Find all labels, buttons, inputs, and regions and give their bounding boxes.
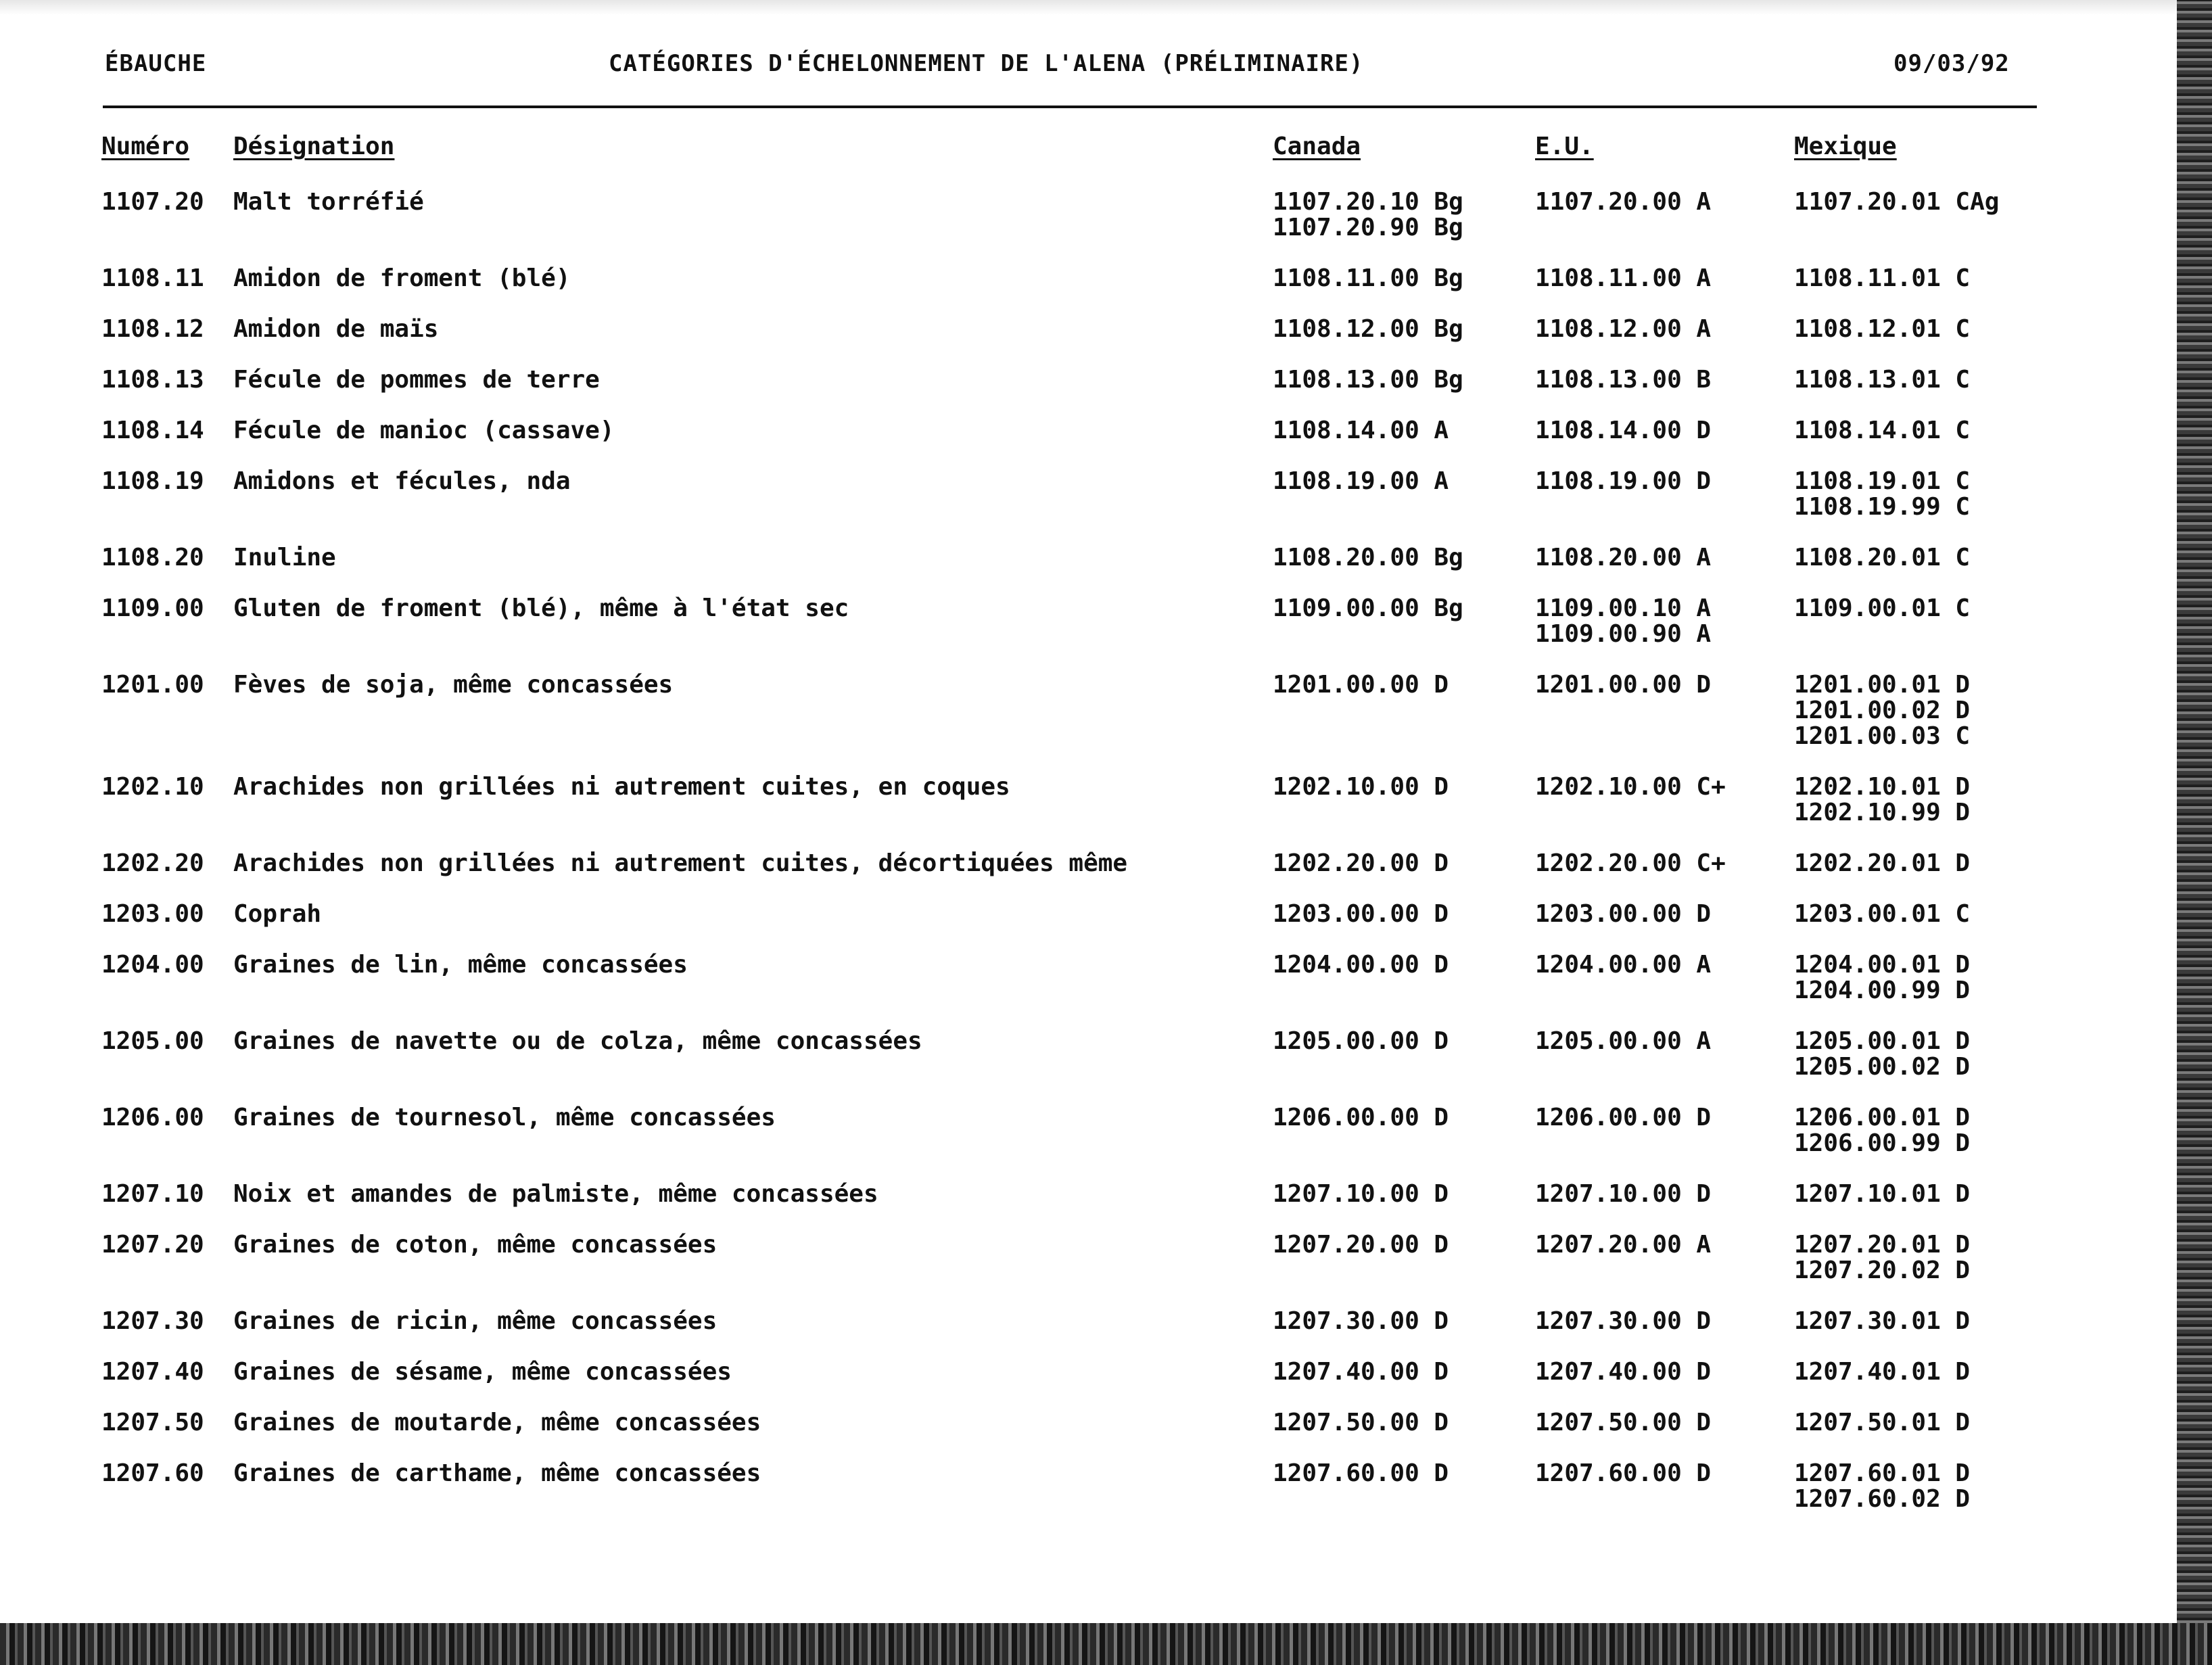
cell-designation: Amidon de maïs [233, 315, 439, 343]
cell-mexique-line: 1107.20.01 CAg [1794, 188, 2000, 216]
cell-designation: Graines de sésame, même concassées [233, 1358, 732, 1386]
cell-mexique [1794, 851, 1970, 876]
cell-eu [1535, 469, 1711, 494]
cell-mexique-line: 1204.00.99 D [1794, 977, 1971, 1004]
cell-canada-line: 1206.00.00 D [1273, 1104, 1449, 1131]
cell-designation: Graines de lin, même concassées [233, 951, 688, 979]
table-row [0, 774, 2212, 851]
cell-designation: Graines de moutarde, même concassées [233, 1409, 761, 1436]
cell-mexique-line: 1108.11.01 C [1794, 264, 1971, 292]
cell-mexique-line: 1205.00.01 D [1794, 1027, 1971, 1055]
cell-mexique-line: 1108.14.01 C [1794, 417, 1971, 444]
cell-canada-line: 1207.60.00 D [1273, 1459, 1449, 1487]
cell-mexique-line: 1207.20.02 D [1794, 1257, 1971, 1284]
cell-canada [1273, 672, 1449, 698]
cell-mexique-line: 1202.10.99 D [1794, 799, 1971, 826]
cell-designation: Fécule de pommes de terre [233, 366, 600, 394]
cell-numero: 1207.30 [101, 1307, 204, 1335]
cell-canada [1273, 596, 1463, 622]
column-header-numero: Numéro [101, 133, 190, 160]
scan-bottom-edge [0, 1623, 2212, 1665]
cell-mexique [1794, 1461, 1970, 1512]
cell-designation: Arachides non grillées ni autrement cuites, en coques [233, 773, 1010, 801]
cell-eu [1535, 596, 1711, 647]
cell-numero: 1108.19 [101, 467, 204, 495]
cell-numero: 1204.00 [101, 951, 204, 979]
cell-canada-line: 1107.20.10 Bg [1273, 188, 1463, 216]
cell-mexique-line: 1203.00.01 C [1794, 900, 1971, 928]
cell-designation: Amidons et fécules, nda [233, 467, 571, 495]
cell-numero: 1108.11 [101, 264, 204, 292]
table-row [0, 1105, 2212, 1181]
cell-mexique [1794, 418, 1970, 444]
cell-mexique-line: 1207.30.01 D [1794, 1307, 1971, 1335]
table-row [0, 1232, 2212, 1309]
cell-canada-line: 1201.00.00 D [1273, 671, 1449, 699]
cell-eu [1535, 1105, 1711, 1131]
header-rule [103, 105, 2037, 108]
cell-eu-line: 1204.00.00 A [1535, 951, 1712, 979]
table-row [0, 1181, 2212, 1232]
cell-canada [1273, 418, 1449, 444]
page-title: CATÉGORIES D'ÉCHELONNEMENT DE L'ALENA (PRÉLIMINAIRE) [609, 50, 1364, 77]
table-row [0, 316, 2212, 367]
cell-mexique [1794, 1029, 1970, 1080]
cell-designation: Fécule de manioc (cassave) [233, 417, 615, 444]
cell-mexique [1794, 952, 1970, 1004]
cell-eu [1535, 851, 1726, 876]
cell-mexique-line: 1109.00.01 C [1794, 594, 1971, 622]
cell-canada [1273, 901, 1449, 927]
table-row [0, 469, 2212, 545]
cell-eu [1535, 672, 1711, 698]
cell-mexique-line: 1108.20.01 C [1794, 544, 1971, 571]
cell-eu-line: 1207.60.00 D [1535, 1459, 1712, 1487]
cell-mexique-line: 1202.20.01 D [1794, 849, 1971, 877]
cell-canada-line: 1207.40.00 D [1273, 1358, 1449, 1386]
cell-numero: 1207.10 [101, 1180, 204, 1208]
cell-canada-line: 1202.20.00 D [1273, 849, 1449, 877]
cell-canada-line: 1107.20.90 Bg [1273, 214, 1463, 241]
cell-canada-line: 1207.30.00 D [1273, 1307, 1449, 1335]
cell-eu [1535, 545, 1711, 571]
cell-mexique-line: 1108.12.01 C [1794, 315, 1971, 343]
cell-canada [1273, 1029, 1449, 1054]
cell-eu-line: 1109.00.90 A [1535, 620, 1712, 648]
cell-eu-line: 1109.00.10 A [1535, 594, 1712, 622]
cell-eu [1535, 418, 1711, 444]
cell-designation: Gluten de froment (blé), même à l'état sec [233, 594, 849, 622]
table-row [0, 418, 2212, 469]
cell-eu [1535, 316, 1711, 342]
cell-canada [1273, 367, 1463, 393]
table-row [0, 901, 2212, 952]
cell-mexique [1794, 1359, 1970, 1385]
cell-mexique [1794, 672, 1970, 749]
cell-numero: 1109.00 [101, 594, 204, 622]
cell-eu-line: 1108.19.00 D [1535, 467, 1712, 495]
cell-eu [1535, 901, 1711, 927]
cell-eu-line: 1108.11.00 A [1535, 264, 1712, 292]
cell-eu [1535, 1232, 1711, 1258]
cell-canada-line: 1108.20.00 Bg [1273, 544, 1463, 571]
table-row [0, 596, 2212, 672]
table-row [0, 952, 2212, 1029]
cell-mexique [1794, 189, 1999, 215]
column-header-mexique: Mexique [1794, 133, 1897, 160]
cell-eu-line: 1207.10.00 D [1535, 1180, 1712, 1208]
cell-designation: Graines de ricin, même concassées [233, 1307, 717, 1335]
cell-mexique [1794, 596, 1970, 622]
cell-eu-line: 1207.30.00 D [1535, 1307, 1712, 1335]
cell-eu [1535, 367, 1711, 393]
table-row [0, 1359, 2212, 1410]
cell-canada [1273, 545, 1463, 571]
cell-designation: Graines de carthame, même concassées [233, 1459, 761, 1487]
table-row [0, 851, 2212, 901]
cell-mexique-line: 1201.00.02 D [1794, 697, 1971, 724]
cell-numero: 1207.50 [101, 1409, 204, 1436]
cell-eu-line: 1206.00.00 D [1535, 1104, 1712, 1131]
cell-mexique [1794, 1105, 1970, 1156]
cell-numero: 1207.60 [101, 1459, 204, 1487]
cell-numero: 1207.20 [101, 1231, 204, 1259]
cell-mexique-line: 1207.40.01 D [1794, 1358, 1971, 1386]
cell-canada-line: 1202.10.00 D [1273, 773, 1449, 801]
cell-mexique-line: 1207.60.02 D [1794, 1485, 1971, 1513]
cell-canada [1273, 851, 1449, 876]
cell-mexique [1794, 266, 1970, 291]
cell-mexique-line: 1205.00.02 D [1794, 1053, 1971, 1081]
cell-numero: 1202.10 [101, 773, 204, 801]
cell-mexique [1794, 316, 1970, 342]
tariff-table [0, 189, 2212, 1537]
cell-mexique [1794, 545, 1970, 571]
cell-numero: 1108.12 [101, 315, 204, 343]
table-row [0, 1029, 2212, 1105]
cell-canada [1273, 1410, 1449, 1436]
cell-eu-line: 1207.50.00 D [1535, 1409, 1712, 1436]
cell-mexique [1794, 774, 1970, 826]
cell-canada [1273, 952, 1449, 978]
cell-mexique [1794, 1309, 1970, 1334]
cell-canada-line: 1207.10.00 D [1273, 1180, 1449, 1208]
cell-mexique-line: 1206.00.01 D [1794, 1104, 1971, 1131]
document-date: 09/03/92 [1893, 50, 2010, 77]
cell-canada-line: 1203.00.00 D [1273, 900, 1449, 928]
cell-canada-line: 1108.11.00 Bg [1273, 264, 1463, 292]
cell-designation: Malt torréfié [233, 188, 424, 216]
cell-numero: 1205.00 [101, 1027, 204, 1055]
cell-canada [1273, 1309, 1449, 1334]
cell-designation: Inuline [233, 544, 336, 571]
cell-eu-line: 1203.00.00 D [1535, 900, 1712, 928]
cell-canada [1273, 1232, 1449, 1258]
draft-label: ÉBAUCHE [105, 50, 207, 77]
cell-canada-line: 1207.20.00 D [1273, 1231, 1449, 1259]
cell-eu-line: 1207.20.00 A [1535, 1231, 1712, 1259]
table-row [0, 545, 2212, 596]
cell-eu-line: 1205.00.00 A [1535, 1027, 1712, 1055]
cell-eu-line: 1202.10.00 C+ [1535, 773, 1726, 801]
table-row [0, 1410, 2212, 1461]
cell-numero: 1108.20 [101, 544, 204, 571]
cell-mexique [1794, 901, 1970, 927]
cell-eu-line: 1202.20.00 C+ [1535, 849, 1726, 877]
cell-mexique-line: 1108.19.99 C [1794, 493, 1971, 521]
cell-numero: 1207.40 [101, 1358, 204, 1386]
table-row [0, 266, 2212, 316]
table-row [0, 189, 2212, 266]
cell-canada-line: 1207.50.00 D [1273, 1409, 1449, 1436]
cell-mexique [1794, 469, 1970, 520]
cell-canada-line: 1108.19.00 A [1273, 467, 1449, 495]
cell-designation: Arachides non grillées ni autrement cuites, décortiquées même [233, 849, 1128, 877]
cell-numero: 1107.20 [101, 188, 204, 216]
cell-canada [1273, 1461, 1449, 1486]
scan-top-edge [0, 0, 2212, 15]
column-header-eu: E.U. [1535, 133, 1594, 160]
cell-numero: 1202.20 [101, 849, 204, 877]
cell-eu [1535, 1359, 1711, 1385]
cell-canada-line: 1204.00.00 D [1273, 951, 1449, 979]
cell-eu-line: 1108.20.00 A [1535, 544, 1712, 571]
column-header-designation: Désignation [233, 133, 395, 160]
cell-eu [1535, 1181, 1711, 1207]
cell-mexique-line: 1201.00.01 D [1794, 671, 1971, 699]
cell-eu [1535, 1410, 1711, 1436]
cell-designation: Graines de coton, même concassées [233, 1231, 717, 1259]
table-row [0, 672, 2212, 774]
cell-canada [1273, 266, 1463, 291]
cell-mexique [1794, 367, 1970, 393]
cell-eu [1535, 189, 1711, 215]
cell-canada-line: 1205.00.00 D [1273, 1027, 1449, 1055]
cell-mexique-line: 1207.50.01 D [1794, 1409, 1971, 1436]
cell-designation: Noix et amandes de palmiste, même concassées [233, 1180, 878, 1208]
cell-mexique-line: 1207.60.01 D [1794, 1459, 1971, 1487]
cell-mexique [1794, 1232, 1970, 1284]
cell-eu [1535, 774, 1726, 800]
cell-canada [1273, 189, 1463, 241]
cell-numero: 1108.13 [101, 366, 204, 394]
cell-mexique-line: 1207.10.01 D [1794, 1180, 1971, 1208]
cell-eu-line: 1108.12.00 A [1535, 315, 1712, 343]
cell-canada [1273, 774, 1449, 800]
cell-designation: Coprah [233, 900, 322, 928]
cell-eu-line: 1108.14.00 D [1535, 417, 1712, 444]
cell-designation: Graines de navette ou de colza, même concassées [233, 1027, 922, 1055]
cell-mexique-line: 1206.00.99 D [1794, 1129, 1971, 1157]
cell-canada [1273, 1359, 1449, 1385]
cell-canada [1273, 316, 1463, 342]
cell-designation: Fèves de soja, même concassées [233, 671, 674, 699]
cell-eu [1535, 266, 1711, 291]
cell-numero: 1206.00 [101, 1104, 204, 1131]
cell-numero: 1203.00 [101, 900, 204, 928]
cell-numero: 1108.14 [101, 417, 204, 444]
cell-canada-line: 1108.13.00 Bg [1273, 366, 1463, 394]
cell-canada-line: 1108.14.00 A [1273, 417, 1449, 444]
cell-canada-line: 1109.00.00 Bg [1273, 594, 1463, 622]
cell-mexique-line: 1207.20.01 D [1794, 1231, 1971, 1259]
cell-canada [1273, 1105, 1449, 1131]
cell-mexique [1794, 1181, 1970, 1207]
cell-numero: 1201.00 [101, 671, 204, 699]
cell-canada [1273, 1181, 1449, 1207]
cell-mexique-line: 1204.00.01 D [1794, 951, 1971, 979]
cell-eu-line: 1108.13.00 B [1535, 366, 1712, 394]
table-row [0, 367, 2212, 418]
cell-designation: Amidon de froment (blé) [233, 264, 571, 292]
cell-eu [1535, 1309, 1711, 1334]
cell-eu [1535, 952, 1711, 978]
cell-mexique [1794, 1410, 1970, 1436]
cell-mexique-line: 1108.13.01 C [1794, 366, 1971, 394]
cell-eu-line: 1207.40.00 D [1535, 1358, 1712, 1386]
cell-designation: Graines de tournesol, même concassées [233, 1104, 776, 1131]
table-row [0, 1461, 2212, 1537]
column-header-canada: Canada [1273, 133, 1361, 160]
cell-mexique-line: 1201.00.03 C [1794, 722, 1971, 750]
cell-mexique-line: 1202.10.01 D [1794, 773, 1971, 801]
cell-eu [1535, 1461, 1711, 1486]
cell-mexique-line: 1108.19.01 C [1794, 467, 1971, 495]
table-row [0, 1309, 2212, 1359]
cell-eu [1535, 1029, 1711, 1054]
cell-eu-line: 1107.20.00 A [1535, 188, 1712, 216]
cell-canada [1273, 469, 1449, 494]
cell-canada-line: 1108.12.00 Bg [1273, 315, 1463, 343]
cell-eu-line: 1201.00.00 D [1535, 671, 1712, 699]
